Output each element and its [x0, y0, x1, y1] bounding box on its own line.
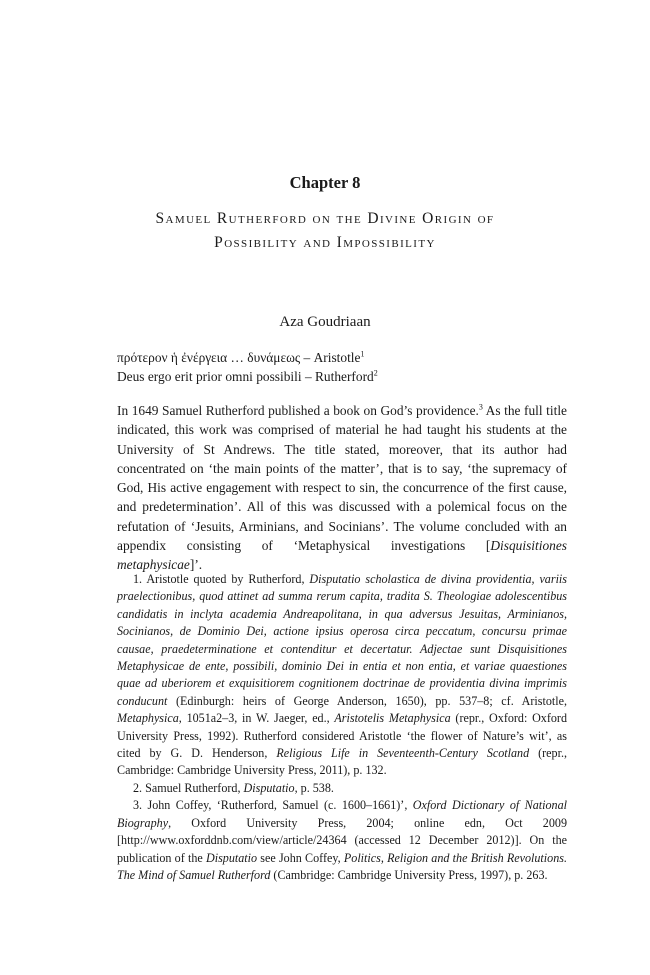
author-name: Aza Goudriaan [279, 314, 371, 330]
footnote-text: , p. 538. [294, 780, 334, 795]
chapter-title-line: Possibility and Impossibility [214, 234, 436, 251]
body-text: In 1649 Samuel Rutherford published a book on God’s providence. [117, 403, 479, 418]
body-text: ]’. [189, 557, 203, 573]
epigraph-text: Deus ergo erit prior omni possibili – Rutherford [117, 369, 374, 384]
footnote-text: (repr., Cambridge: Cambridge University Press, 2011), p. 132. [117, 746, 567, 778]
footnote-italic: Metaphysica [117, 711, 179, 726]
footnote-italic: Aristotelis Metaphysica [334, 711, 451, 726]
footnote-3 [117, 797, 567, 884]
footnote-marker: 3 [478, 402, 483, 412]
footnote-text: , 1051a2–3, in W. Jaeger, ed., [178, 711, 335, 726]
footnote-1 [117, 571, 567, 780]
footnote-italic: Disputatio [243, 780, 295, 795]
footnote-italic: Disputatio [205, 850, 258, 865]
footnote-italic: Disputatio scholastica de divina providentia, variis praelectionibus, quod attinet ad summa rerum capita, tradita S. Theologiae adolescentibus candidatis in inclyta academia Andreapolitana, in qua adversus Jesuitas, Arminianos, Socinianos, de Dominio Dei, actione ipsius operosa circa peccatum, concursu primae causae, praedeterminatione et contenditur et decertatur. Adjectae sunt Disquisitiones Metaphysicae de ente, possibili, dominio Dei in entia et non entia, et variae quaestiones quae ad uberiorem et exquisitiorem cognitionem doctrinae de providentia divina imprimis conducunt [117, 572, 567, 708]
epigraph-text: πρότερον ἡ ἐνέργεια … δυνάμεως – Aristotle [117, 350, 361, 365]
epigraph [117, 348, 567, 367]
footnote-italic: Oxford Dictionary of National Biography [117, 798, 567, 830]
chapter-number: Chapter 8 [289, 173, 361, 192]
footnote-italic: Religious Life in Seventeenth-Century Scotland [276, 746, 530, 761]
footnote-text: 3. John Coffey, ‘Rutherford, Samuel (c. 1600–1661)’, [133, 798, 413, 813]
footnote-marker: 1 [360, 349, 365, 359]
footnote-marker: 2 [373, 368, 378, 378]
footnote-text: (Edinburgh: heirs of George Anderson, 1650), pp. 537–8; cf. Aristotle, [167, 693, 567, 708]
footnote-2 [117, 780, 567, 797]
epigraphs [117, 348, 567, 386]
chapter-title-line: Samuel Rutherford on the Divine Origin of [155, 210, 495, 227]
footnotes [117, 571, 567, 884]
body-paragraph [117, 401, 567, 575]
footnote-text: (Cambridge: Cambridge University Press, 1997), p. 263. [270, 867, 548, 882]
footnote-text: 2. Samuel Rutherford, [133, 780, 244, 795]
footnote-text: 1. Aristotle quoted by Rutherford, [133, 572, 310, 586]
footnote-text: see John Coffey, [257, 850, 344, 865]
epigraph [117, 367, 567, 386]
chapter-title [60, 207, 590, 255]
footnote-text: , Oxford University Press, 2004; online edn, Oct 2009 [http://www.oxforddnb.com/view/article/24364 (accessed 12 December 2012)]. On the publication of the [117, 815, 567, 865]
footnote-italic: Politics, Religion and the British Revolutions. The Mind of Samuel Rutherford [117, 850, 567, 882]
footnote-text: (repr., Oxford: Oxford University Press, 1992). Rutherford considered Aristotle ‘the flower of Nature’s wit’, as cited by G. D. Henderson, [117, 711, 567, 761]
body-text: As the full title indicated, this work was comprised of material he had taught his students at the University of St Andrews. The title stated, moreover, that its author had concentrated on ‘the main points of the matter’, that is to say, ‘the supremacy of God, His active engagement with respect to sin, the concurrence of the first cause, and predetermination’. All of this was discussed with a polemical focus on the refutation of ‘Jesuits, Arminians, and Socinians’. The volume concluded with an appendix consisting of ‘Metaphysical investigations [ [117, 403, 567, 554]
body-text-italic: Disquisitiones metaphysicae [117, 538, 567, 573]
